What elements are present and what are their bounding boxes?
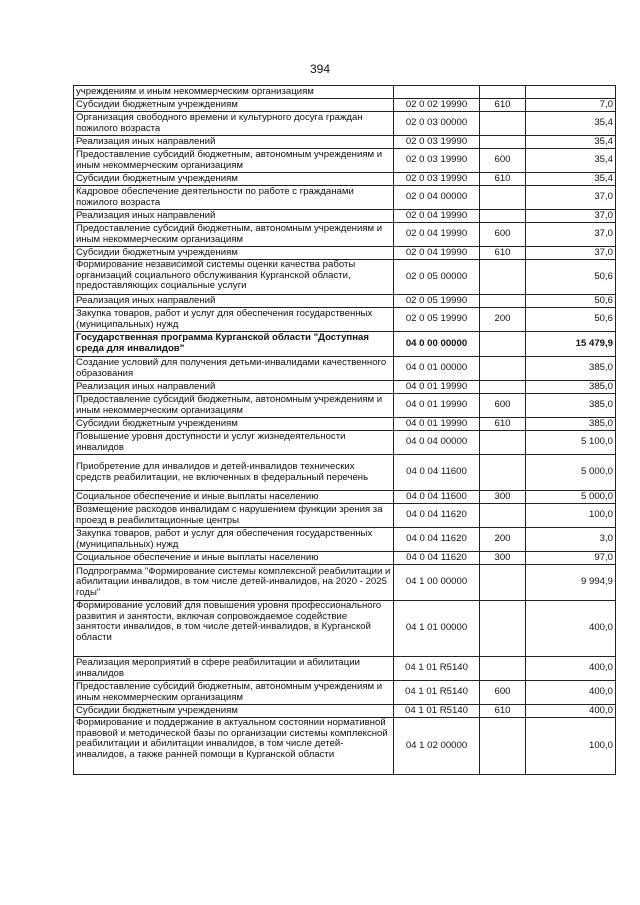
row-type-cell: 300 — [480, 491, 526, 504]
table-row — [74, 173, 616, 186]
budget-table-body — [74, 86, 616, 775]
row-code-cell: 04 0 04 00000 — [394, 431, 480, 455]
budget-table — [73, 85, 616, 775]
row-name-cell: Повышение уровня доступности и услуг жизнедеятельности инвалидов — [74, 431, 394, 455]
table-row — [74, 491, 616, 504]
row-code-cell: 02 0 03 19990 — [394, 149, 480, 173]
row-amount-cell: 50,6 — [526, 295, 616, 308]
row-code-cell: 04 0 01 19990 — [394, 394, 480, 418]
row-type-cell — [480, 186, 526, 210]
table-row — [74, 186, 616, 210]
row-type-cell: 200 — [480, 308, 526, 332]
row-name-cell: Предоставление субсидий бюджетным, автономным учреждениям и иным некоммерческим организациям — [74, 149, 394, 173]
row-amount-cell: 9 994,9 — [526, 565, 616, 601]
row-name-cell: Субсидии бюджетным учреждениям — [74, 705, 394, 718]
row-code-cell — [394, 86, 480, 99]
row-type-cell: 610 — [480, 247, 526, 260]
row-code-cell: 02 0 04 19990 — [394, 223, 480, 247]
row-type-cell: 610 — [480, 418, 526, 431]
row-amount-cell: 385,0 — [526, 381, 616, 394]
table-row — [74, 552, 616, 565]
row-code-cell: 04 1 01 R5140 — [394, 657, 480, 681]
table-row — [74, 718, 616, 775]
row-name-cell: Подпрограмма "Формирование системы комплексной реабилитации и абилитации инвалидов, в том числе детей-инвалидов, на 2020 - 2025 годы" — [74, 565, 394, 601]
row-name-cell: Предоставление субсидий бюджетным, автономным учреждениям и иным некоммерческим организациям — [74, 223, 394, 247]
row-code-cell: 02 0 04 19990 — [394, 247, 480, 260]
row-amount-cell: 50,6 — [526, 260, 616, 295]
table-row — [74, 418, 616, 431]
row-name-cell: Субсидии бюджетным учреждениям — [74, 173, 394, 186]
row-type-cell: 300 — [480, 552, 526, 565]
row-type-cell — [480, 565, 526, 601]
row-code-cell: 04 0 04 11620 — [394, 528, 480, 552]
table-row — [74, 112, 616, 136]
row-code-cell: 02 0 03 19990 — [394, 136, 480, 149]
row-type-cell: 600 — [480, 394, 526, 418]
table-row — [74, 357, 616, 381]
row-name-cell: Субсидии бюджетным учреждениям — [74, 247, 394, 260]
table-row — [74, 86, 616, 99]
row-amount-cell: 35,4 — [526, 136, 616, 149]
row-name-cell: Реализация иных направлений — [74, 381, 394, 394]
table-row — [74, 528, 616, 552]
row-amount-cell: 35,4 — [526, 112, 616, 136]
row-amount-cell: 37,0 — [526, 210, 616, 223]
table-row — [74, 657, 616, 681]
table-row — [74, 247, 616, 260]
row-name-cell: Кадровое обеспечение деятельности по работе с гражданами пожилого возраста — [74, 186, 394, 210]
row-name-cell: Государственная программа Курганской области "Доступная среда для инвалидов" — [74, 332, 394, 357]
table-row — [74, 260, 616, 295]
row-code-cell: 02 0 05 19990 — [394, 308, 480, 332]
row-amount-cell: 35,4 — [526, 173, 616, 186]
row-code-cell: 02 0 05 19990 — [394, 295, 480, 308]
row-name-cell: Реализация иных направлений — [74, 295, 394, 308]
table-row — [74, 223, 616, 247]
table-row — [74, 455, 616, 491]
table-row — [74, 308, 616, 332]
row-name-cell: Предоставление субсидий бюджетным, автономным учреждениям и иным некоммерческим организациям — [74, 681, 394, 705]
row-amount-cell: 100,0 — [526, 718, 616, 775]
row-type-cell — [480, 295, 526, 308]
row-code-cell: 04 0 01 19990 — [394, 418, 480, 431]
row-amount-cell: 385,0 — [526, 357, 616, 381]
row-name-cell: учреждениям и иным некоммерческим организациям — [74, 86, 394, 99]
row-code-cell: 02 0 03 19990 — [394, 173, 480, 186]
row-type-cell: 610 — [480, 705, 526, 718]
table-row — [74, 210, 616, 223]
row-amount-cell: 5 000,0 — [526, 491, 616, 504]
table-row — [74, 99, 616, 112]
row-amount-cell: 3,0 — [526, 528, 616, 552]
row-name-cell: Субсидии бюджетным учреждениям — [74, 99, 394, 112]
table-row — [74, 565, 616, 601]
row-type-cell — [480, 504, 526, 528]
row-amount-cell: 15 479,9 — [526, 332, 616, 357]
row-code-cell: 04 0 04 11600 — [394, 455, 480, 491]
row-name-cell: Организация свободного времени и культурного досуга граждан пожилого возраста — [74, 112, 394, 136]
row-code-cell: 02 0 02 19990 — [394, 99, 480, 112]
row-name-cell: Субсидии бюджетным учреждениям — [74, 418, 394, 431]
table-row — [74, 681, 616, 705]
row-type-cell — [480, 357, 526, 381]
table-row — [74, 332, 616, 357]
table-row — [74, 149, 616, 173]
row-type-cell — [480, 332, 526, 357]
table-row — [74, 705, 616, 718]
row-name-cell: Формирование независимой системы оценки качества работы организаций социального обслуживания Курганской области, предоставляющих социальные услуги — [74, 260, 394, 295]
row-type-cell — [480, 455, 526, 491]
row-code-cell: 02 0 03 00000 — [394, 112, 480, 136]
row-name-cell: Закупка товаров, работ и услуг для обеспечения государственных (муниципальных) нужд — [74, 528, 394, 552]
row-code-cell: 04 0 04 11600 — [394, 491, 480, 504]
row-code-cell: 04 0 01 19990 — [394, 381, 480, 394]
row-type-cell — [480, 601, 526, 657]
row-name-cell: Социальное обеспечение и иные выплаты населению — [74, 491, 394, 504]
row-code-cell: 02 0 05 00000 — [394, 260, 480, 295]
row-code-cell: 04 0 00 00000 — [394, 332, 480, 357]
page-number: 394 — [309, 62, 331, 76]
row-amount-cell: 385,0 — [526, 418, 616, 431]
row-amount-cell: 400,0 — [526, 657, 616, 681]
row-name-cell: Закупка товаров, работ и услуг для обеспечения государственных (муниципальных) нужд — [74, 308, 394, 332]
row-name-cell: Предоставление субсидий бюджетным, автономным учреждениям и иным некоммерческим организациям — [74, 394, 394, 418]
row-type-cell: 610 — [480, 173, 526, 186]
row-name-cell: Создание условий для получения детьми-инвалидами качественного образования — [74, 357, 394, 381]
row-name-cell: Реализация иных направлений — [74, 136, 394, 149]
row-type-cell — [480, 260, 526, 295]
row-code-cell: 02 0 04 00000 — [394, 186, 480, 210]
row-name-cell: Формирование условий для повышения уровня профессионального развития и занятости, включая сопровождаемое содействие занятости инвалидов, в том числе детей-инвалидов, в Курганской области — [74, 601, 394, 657]
row-amount-cell: 400,0 — [526, 601, 616, 657]
row-type-cell: 600 — [480, 223, 526, 247]
row-amount-cell: 100,0 — [526, 504, 616, 528]
row-amount-cell: 5 100,0 — [526, 431, 616, 455]
row-type-cell — [480, 112, 526, 136]
row-amount-cell: 7,0 — [526, 99, 616, 112]
row-amount-cell: 37,0 — [526, 223, 616, 247]
row-type-cell — [480, 431, 526, 455]
row-code-cell: 04 1 02 00000 — [394, 718, 480, 775]
row-amount-cell: 37,0 — [526, 186, 616, 210]
row-code-cell: 04 1 01 R5140 — [394, 681, 480, 705]
table-row — [74, 601, 616, 657]
table-row — [74, 431, 616, 455]
row-name-cell: Приобретение для инвалидов и детей-инвалидов технических средств реабилитации, не включенных в федеральный перечень — [74, 455, 394, 491]
row-amount-cell: 35,4 — [526, 149, 616, 173]
table-row — [74, 381, 616, 394]
row-type-cell: 600 — [480, 681, 526, 705]
row-type-cell: 200 — [480, 528, 526, 552]
row-code-cell: 04 1 01 R5140 — [394, 705, 480, 718]
row-name-cell: Реализация мероприятий в сфере реабилитации и абилитации инвалидов — [74, 657, 394, 681]
row-type-cell: 610 — [480, 99, 526, 112]
row-name-cell: Социальное обеспечение и иные выплаты населению — [74, 552, 394, 565]
row-amount-cell: 400,0 — [526, 681, 616, 705]
row-amount-cell: 97,0 — [526, 552, 616, 565]
row-type-cell — [480, 86, 526, 99]
row-code-cell: 04 0 04 11620 — [394, 504, 480, 528]
row-name-cell: Возмещение расходов инвалидам с нарушением функции зрения за проезд в реабилитационные центры — [74, 504, 394, 528]
row-amount-cell: 385,0 — [526, 394, 616, 418]
row-code-cell: 04 0 04 11620 — [394, 552, 480, 565]
row-type-cell — [480, 381, 526, 394]
row-type-cell — [480, 718, 526, 775]
row-code-cell: 04 1 00 00000 — [394, 565, 480, 601]
row-type-cell — [480, 210, 526, 223]
row-code-cell: 02 0 04 19990 — [394, 210, 480, 223]
table-row — [74, 295, 616, 308]
row-type-cell — [480, 136, 526, 149]
table-row — [74, 394, 616, 418]
row-amount-cell: 400,0 — [526, 705, 616, 718]
table-row — [74, 136, 616, 149]
row-code-cell: 04 1 01 00000 — [394, 601, 480, 657]
row-code-cell: 04 0 01 00000 — [394, 357, 480, 381]
row-amount-cell: 37,0 — [526, 247, 616, 260]
row-amount-cell: 50,6 — [526, 308, 616, 332]
table-row — [74, 504, 616, 528]
row-amount-cell: 5 000,0 — [526, 455, 616, 491]
row-name-cell: Реализация иных направлений — [74, 210, 394, 223]
row-type-cell: 600 — [480, 149, 526, 173]
row-name-cell: Формирование и поддержание в актуальном состоянии нормативной правовой и методической базы по организации системы комплексной реабилитации и абилитации инвалидов, в том числе детей-инвалидов, а также ранней помощи в Курганской области — [74, 718, 394, 775]
row-amount-cell — [526, 86, 616, 99]
row-type-cell — [480, 657, 526, 681]
